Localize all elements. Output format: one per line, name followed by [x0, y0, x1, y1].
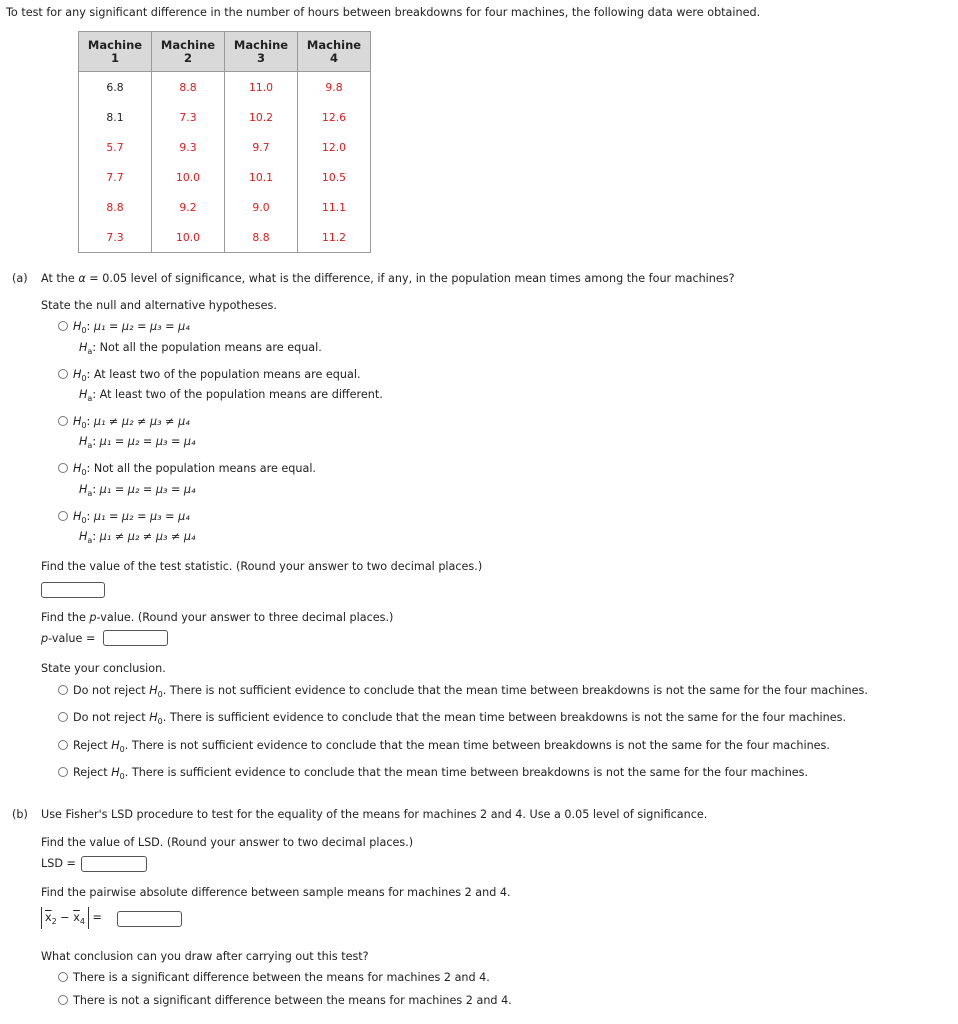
- intro-text: To test for any significant difference in the number of hours between breakdowns for four machines, the following data were obtained.: [6, 6, 761, 19]
- lsd-label: LSD =: [41, 857, 76, 870]
- table-cell: 8.1: [79, 102, 152, 132]
- table-header-machine-2: Machine 2: [152, 32, 225, 72]
- table-cell: 7.7: [79, 162, 152, 192]
- lsd-conclusion-option-2[interactable]: There is not a significant difference between the means for machines 2 and 4.: [58, 994, 512, 1007]
- table-cell: 10.0: [152, 162, 225, 192]
- table-cell: 10.2: [225, 102, 298, 132]
- hypotheses-prompt: State the null and alternative hypotheses.: [41, 299, 277, 312]
- table-header-machine-3: Machine 3: [225, 32, 298, 72]
- table-header-row: [79, 32, 371, 72]
- table-cell: 10.0: [152, 222, 225, 253]
- table-cell: 9.8: [298, 72, 371, 103]
- part-b-question: Use Fisher's LSD procedure to test for the equality of the means for machines 2 and 4. Use a 0.05 level of significance.: [41, 808, 708, 821]
- table-cell: 8.8: [225, 222, 298, 253]
- hypothesis-option-1[interactable]: $H_0$: μ₁ = μ₂ = μ₃ = μ₄: [58, 320, 190, 335]
- pvalue-prompt: Find the p-value. (Round your answer to three decimal places.): [41, 611, 394, 624]
- part-a-label: (a): [12, 272, 28, 285]
- pairwise-difference-prompt: Find the pairwise absolute difference between sample means for machines 2 and 4.: [41, 886, 511, 899]
- data-table: [78, 31, 371, 253]
- table-cell: 8.8: [79, 192, 152, 222]
- pvalue-input[interactable]: [103, 630, 168, 646]
- table-cell: 11.2: [298, 222, 371, 253]
- lsd-conclusion-prompt: What conclusion can you draw after carrying out this test?: [41, 950, 369, 963]
- table-cell: 5.7: [79, 132, 152, 162]
- table-cell: 10.1: [225, 162, 298, 192]
- hypothesis-option-4-alt: $H_a$: μ₁ = μ₂ = μ₃ = μ₄: [79, 483, 196, 498]
- test-statistic-input[interactable]: [41, 582, 105, 598]
- radio-button[interactable]: [58, 321, 68, 331]
- radio-button[interactable]: [58, 511, 68, 521]
- radio-button[interactable]: [58, 995, 68, 1005]
- radio-button[interactable]: [58, 740, 68, 750]
- hypothesis-option-3-alt: $H_a$: μ₁ = μ₂ = μ₃ = μ₄: [79, 435, 196, 450]
- radio-button[interactable]: [58, 972, 68, 982]
- conclusion-prompt: State your conclusion.: [41, 662, 166, 675]
- hypothesis-option-3[interactable]: $H_0$: μ₁ ≠ μ₂ ≠ μ₃ ≠ μ₄: [58, 415, 190, 430]
- part-b-label: (b): [12, 808, 28, 821]
- radio-button[interactable]: [58, 369, 68, 379]
- hypothesis-option-2-alt: $H_a$: At least two of the population means are different.: [79, 388, 383, 403]
- table-row: [79, 192, 371, 222]
- alpha-symbol: α: [78, 272, 86, 285]
- radio-button[interactable]: [58, 685, 68, 695]
- table-cell: 8.8: [152, 72, 225, 103]
- table-row: [79, 162, 371, 192]
- table-cell: 12.0: [298, 132, 371, 162]
- table-cell: 9.2: [152, 192, 225, 222]
- table-header-machine-4: Machine 4: [298, 32, 371, 72]
- table-cell: 11.0: [225, 72, 298, 103]
- abs-difference-expression: $\overline{x}_2 - \overline{x}_4$ =: [41, 907, 102, 929]
- lsd-conclusion-option-1[interactable]: There is a significant difference between the means for machines 2 and 4.: [58, 971, 490, 984]
- table-cell: 9.3: [152, 132, 225, 162]
- hypothesis-option-5[interactable]: $H_0$: μ₁ = μ₂ = μ₃ = μ₄: [58, 510, 190, 525]
- difference-input[interactable]: [117, 911, 182, 927]
- table-row: [79, 72, 371, 103]
- table-row: [79, 222, 371, 253]
- conclusion-option-1[interactable]: Do not reject $H_0$. There is not sufficient evidence to conclude that the mean time between breakdowns is not the same for the four machines.: [58, 684, 868, 699]
- table-cell: 6.8: [79, 72, 152, 103]
- table-cell: 11.1: [298, 192, 371, 222]
- table-row: [79, 132, 371, 162]
- test-statistic-prompt: Find the value of the test statistic. (Round your answer to two decimal places.): [41, 560, 483, 573]
- part-a-question: At the α = 0.05 level of significance, what is the difference, if any, in the population mean times among the four machines?: [41, 272, 735, 285]
- hypothesis-option-4[interactable]: $H_0$: Not all the population means are equal.: [58, 462, 316, 477]
- conclusion-option-3[interactable]: Reject $H_0$. There is not sufficient evidence to conclude that the mean time between breakdowns is not the same for the four machines.: [58, 739, 830, 754]
- table-header-machine-1: Machine 1: [79, 32, 152, 72]
- table-cell: 10.5: [298, 162, 371, 192]
- conclusion-option-2[interactable]: Do not reject $H_0$. There is sufficient evidence to conclude that the mean time between breakdowns is not the same for the four machines.: [58, 711, 846, 726]
- table-cell: 12.6: [298, 102, 371, 132]
- conclusion-option-4[interactable]: Reject $H_0$. There is sufficient evidence to conclude that the mean time between breakdowns is not the same for the four machines.: [58, 766, 808, 781]
- lsd-prompt: Find the value of LSD. (Round your answer to two decimal places.): [41, 836, 414, 849]
- pvalue-label: p-value =: [41, 632, 96, 645]
- hypothesis-option-1-alt: $H_a$: Not all the population means are equal.: [79, 341, 322, 356]
- table-cell: 9.0: [225, 192, 298, 222]
- radio-button[interactable]: [58, 767, 68, 777]
- lsd-input[interactable]: [81, 856, 147, 872]
- radio-button[interactable]: [58, 463, 68, 473]
- radio-button[interactable]: [58, 712, 68, 722]
- table-cell: 9.7: [225, 132, 298, 162]
- table-cell: 7.3: [79, 222, 152, 253]
- table-cell: 7.3: [152, 102, 225, 132]
- table-row: [79, 102, 371, 132]
- hypothesis-option-2[interactable]: $H_0$: At least two of the population means are equal.: [58, 368, 361, 383]
- hypothesis-option-5-alt: $H_a$: μ₁ ≠ μ₂ ≠ μ₃ ≠ μ₄: [79, 530, 196, 545]
- radio-button[interactable]: [58, 416, 68, 426]
